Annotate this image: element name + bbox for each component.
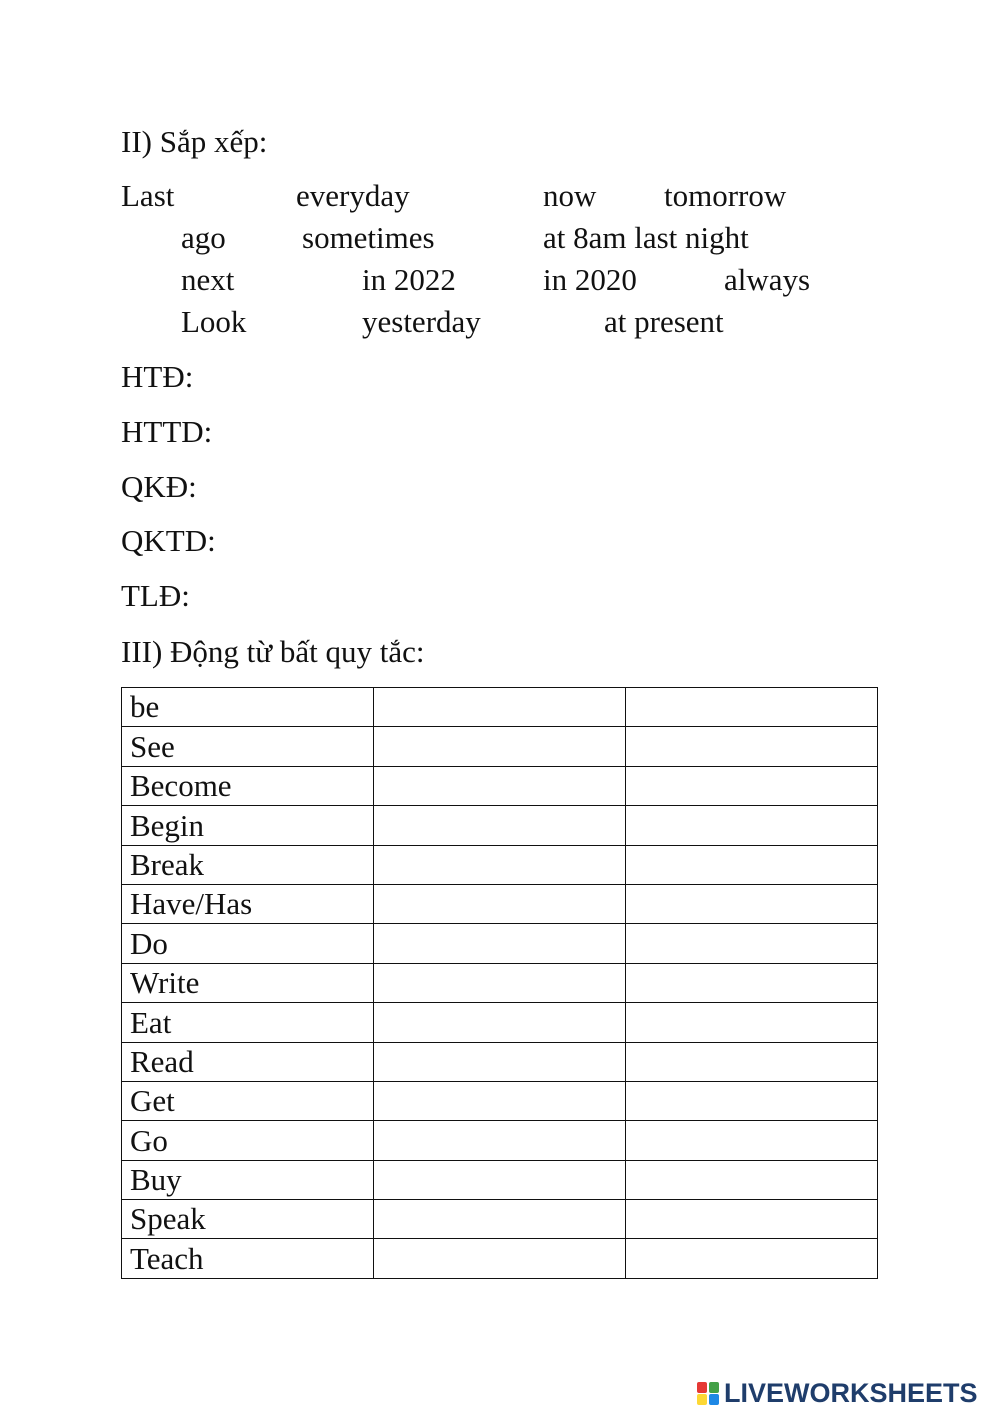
word-item: in 2020 xyxy=(543,262,637,297)
tense-label-htd: HTĐ: xyxy=(121,359,194,394)
word-item: sometimes xyxy=(302,220,435,255)
word-item: at 8am last night xyxy=(543,220,749,255)
answer-cell[interactable] xyxy=(626,766,878,805)
answer-cell[interactable] xyxy=(626,845,878,884)
answer-cell[interactable] xyxy=(373,1200,626,1239)
tense-label-qkd: QKĐ: xyxy=(121,469,197,504)
word-item: yesterday xyxy=(362,304,481,339)
table-row xyxy=(122,1081,878,1120)
verb-cell: Get xyxy=(122,1081,374,1120)
answer-cell[interactable] xyxy=(626,1239,878,1278)
answer-cell[interactable] xyxy=(626,924,878,963)
tense-label-tld: TLĐ: xyxy=(121,578,190,613)
table-row xyxy=(122,688,878,727)
word-item: next xyxy=(181,262,235,297)
answer-cell[interactable] xyxy=(373,884,626,923)
answer-cell[interactable] xyxy=(626,1042,878,1081)
answer-cell[interactable] xyxy=(626,1003,878,1042)
liveworksheets-logo xyxy=(697,1378,978,1408)
logo-blocks-icon xyxy=(697,1380,721,1406)
word-item: everyday xyxy=(296,178,410,213)
answer-cell[interactable] xyxy=(373,1239,626,1278)
answer-cell[interactable] xyxy=(626,1121,878,1160)
answer-cell[interactable] xyxy=(373,1042,626,1081)
verb-cell: See xyxy=(122,727,374,766)
logo-block xyxy=(697,1394,707,1405)
answer-cell[interactable] xyxy=(373,806,626,845)
verb-cell: Break xyxy=(122,845,374,884)
word-item: tomorrow xyxy=(664,178,787,213)
answer-cell[interactable] xyxy=(626,1200,878,1239)
answer-cell[interactable] xyxy=(373,766,626,805)
word-item: always xyxy=(724,262,811,297)
tense-label-qktd: QKTD: xyxy=(121,523,216,558)
verb-cell: Do xyxy=(122,924,374,963)
logo-block xyxy=(709,1394,719,1405)
table-row xyxy=(122,1003,878,1042)
answer-cell[interactable] xyxy=(626,884,878,923)
verb-cell: Read xyxy=(122,1042,374,1081)
verb-cell: Go xyxy=(122,1121,374,1160)
table-row xyxy=(122,766,878,805)
word-item: ago xyxy=(181,220,226,255)
table-row xyxy=(122,1160,878,1199)
verb-cell: Eat xyxy=(122,1003,374,1042)
answer-cell[interactable] xyxy=(373,1003,626,1042)
answer-cell[interactable] xyxy=(373,727,626,766)
table-row xyxy=(122,1239,878,1278)
answer-cell[interactable] xyxy=(626,1160,878,1199)
table-row xyxy=(122,884,878,923)
table-row xyxy=(122,1042,878,1081)
answer-cell[interactable] xyxy=(373,963,626,1002)
logo-block xyxy=(697,1382,707,1393)
table-row xyxy=(122,924,878,963)
answer-cell[interactable] xyxy=(373,845,626,884)
word-item: in 2022 xyxy=(362,262,456,297)
table-row xyxy=(122,1200,878,1239)
table-row xyxy=(122,806,878,845)
word-item: Last xyxy=(121,178,175,213)
verb-cell: Teach xyxy=(122,1239,374,1278)
word-item: at present xyxy=(604,304,724,339)
table-row xyxy=(122,1121,878,1160)
answer-cell[interactable] xyxy=(626,688,878,727)
answer-cell[interactable] xyxy=(626,727,878,766)
logo-block xyxy=(709,1382,719,1393)
answer-cell[interactable] xyxy=(626,963,878,1002)
answer-cell[interactable] xyxy=(373,1081,626,1120)
verb-cell: Write xyxy=(122,963,374,1002)
verb-cell: Buy xyxy=(122,1160,374,1199)
verb-cell: be xyxy=(122,688,374,727)
verb-cell: Begin xyxy=(122,806,374,845)
table-row xyxy=(122,845,878,884)
table-row xyxy=(122,727,878,766)
word-item: Look xyxy=(181,304,247,339)
tense-label-httd: HTTD: xyxy=(121,414,213,449)
answer-cell[interactable] xyxy=(373,688,626,727)
answer-cell[interactable] xyxy=(373,924,626,963)
word-item: now xyxy=(543,178,597,213)
verb-cell: Speak xyxy=(122,1200,374,1239)
answer-cell[interactable] xyxy=(626,1081,878,1120)
section-3-heading: III) Động từ bất quy tắc: xyxy=(121,634,425,669)
table-row xyxy=(122,963,878,1002)
verb-cell: Have/Has xyxy=(122,884,374,923)
irregular-verbs-table xyxy=(121,687,878,1279)
answer-cell[interactable] xyxy=(626,806,878,845)
verb-cell: Become xyxy=(122,766,374,805)
section-2-heading: II) Sắp xếp: xyxy=(121,124,268,159)
logo-text: LIVEWORKSHEETS xyxy=(724,1378,978,1408)
answer-cell[interactable] xyxy=(373,1160,626,1199)
answer-cell[interactable] xyxy=(373,1121,626,1160)
